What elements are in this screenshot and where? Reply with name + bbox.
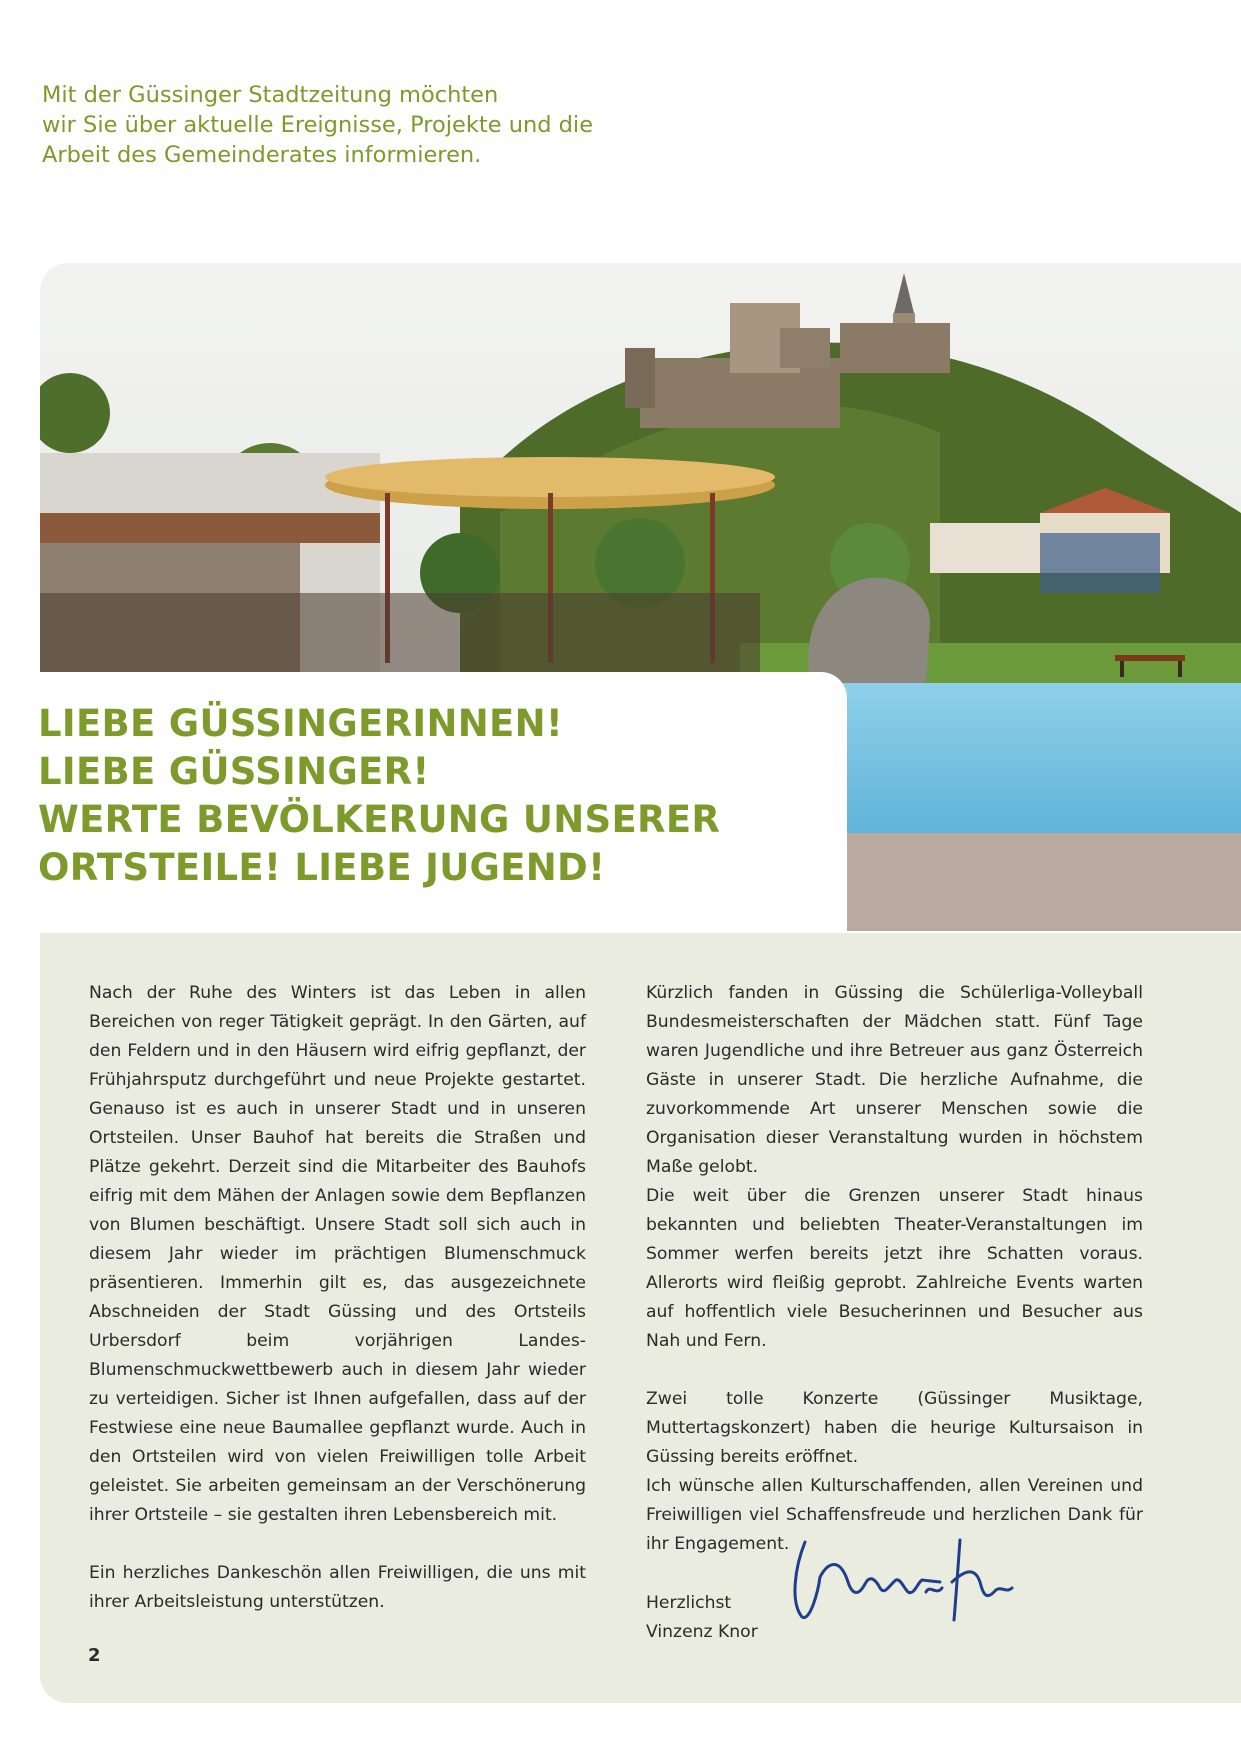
headline-line: WERTE BEVÖLKERUNG UNSERER — [38, 798, 721, 841]
headline-line: LIEBE GÜSSINGERINNEN! — [38, 702, 564, 745]
paragraph: Ein herzliches Dankeschön allen Freiwilligen, die uns mit ihrer Arbeitsleistung unterstützen. — [89, 1563, 586, 1612]
paragraph: Kürzlich fanden in Güssing die Schülerliga-Volleyball Bundesmeisterschaften der Mädchen statt. Fünf Tage waren Jugendliche und ihre Betreuer aus ganz Österreich Gäste in unserer Stadt. Die herzliche Aufnahme, die zuvorkommende Art unserer Menschen sowie die Organisation dieser Veranstaltung wurden in höchstem Maße gelobt. — [646, 983, 1143, 1177]
closing-greeting: Herzlichst — [646, 1593, 732, 1613]
headline-line: LIEBE GÜSSINGER! — [38, 750, 430, 793]
paragraph: Ich wünsche allen Kulturschaffenden, allen Vereinen und Freiwilligen viel Schaffensfreude und herzlichen Dank für ihr Engagement. — [646, 1476, 1143, 1554]
intro-text — [42, 80, 682, 170]
headline-line: ORTSTEILE! LIEBE JUGEND! — [38, 846, 606, 889]
page-number: 2 — [88, 1645, 101, 1666]
intro-line: Arbeit des Gemeinderates informieren. — [42, 142, 482, 168]
left-column — [89, 979, 586, 1617]
intro-line: Mit der Güssinger Stadtzeitung möchten — [42, 82, 499, 108]
paragraph: Zwei tolle Konzerte (Güssinger Musiktage, Muttertagskonzert) haben die heurige Kultursaison in Güssing bereits eröffnet. — [646, 1389, 1143, 1467]
intro-line: wir Sie über aktuelle Ereignisse, Projekte und die — [42, 112, 594, 138]
page-headline — [38, 700, 838, 892]
closing-name: Vinzenz Knor — [646, 1622, 758, 1642]
closing — [646, 1589, 758, 1647]
right-column — [646, 979, 1143, 1559]
paragraph: Nach der Ruhe des Winters ist das Leben in allen Bereichen von reger Tätigkeit geprägt. In den Gärten, auf den Feldern und in den Häusern wird eifrig gepflanzt, der Frühjahrsputz durchgeführt und neue Projekte gestartet. Genauso ist es auch in unserer Stadt und in unseren Ortsteilen. Unser Bauhof hat bereits die Straßen und Plätze gekehrt. Derzeit sind die Mitarbeiter des Bauhofs eifrig mit dem Mähen der Anlagen sowie dem Bepflanzen von Blumen beschäftigt. Unsere Stadt soll sich auch in diesem Jahr wieder im prächtigen Blumenschmuck präsentieren. Immerhin gilt es, das ausgezeichnete Abschneiden der Stadt Güssing und des Ortsteils Urbersdorf beim vorjährigen Landes-Blumenschmuckwettbewerb auch in diesem Jahr wieder zu verteidigen. Sicher ist Ihnen aufgefallen, dass auf der Festwiese eine neue Baumallee gepflanzt wurde. Auch in den Ortsteilen wird von vielen Freiwilligen tolle Arbeit geleistet. Sie arbeiten gemeinsam an der Verschönerung ihrer Ortsteile – sie gestalten ihren Lebensbereich mit. — [89, 983, 586, 1525]
paragraph: Die weit über die Grenzen unserer Stadt hinaus bekannten und beliebten Theater-Veranstaltungen im Sommer werfen bereits jetzt ihre Schatten voraus. Allerorts wird fleißig geprobt. Zahlreiche Events warten auf hoffentlich viele Besucherinnen und Besucher aus Nah und Fern. — [646, 1186, 1143, 1351]
signature — [780, 1522, 1020, 1632]
